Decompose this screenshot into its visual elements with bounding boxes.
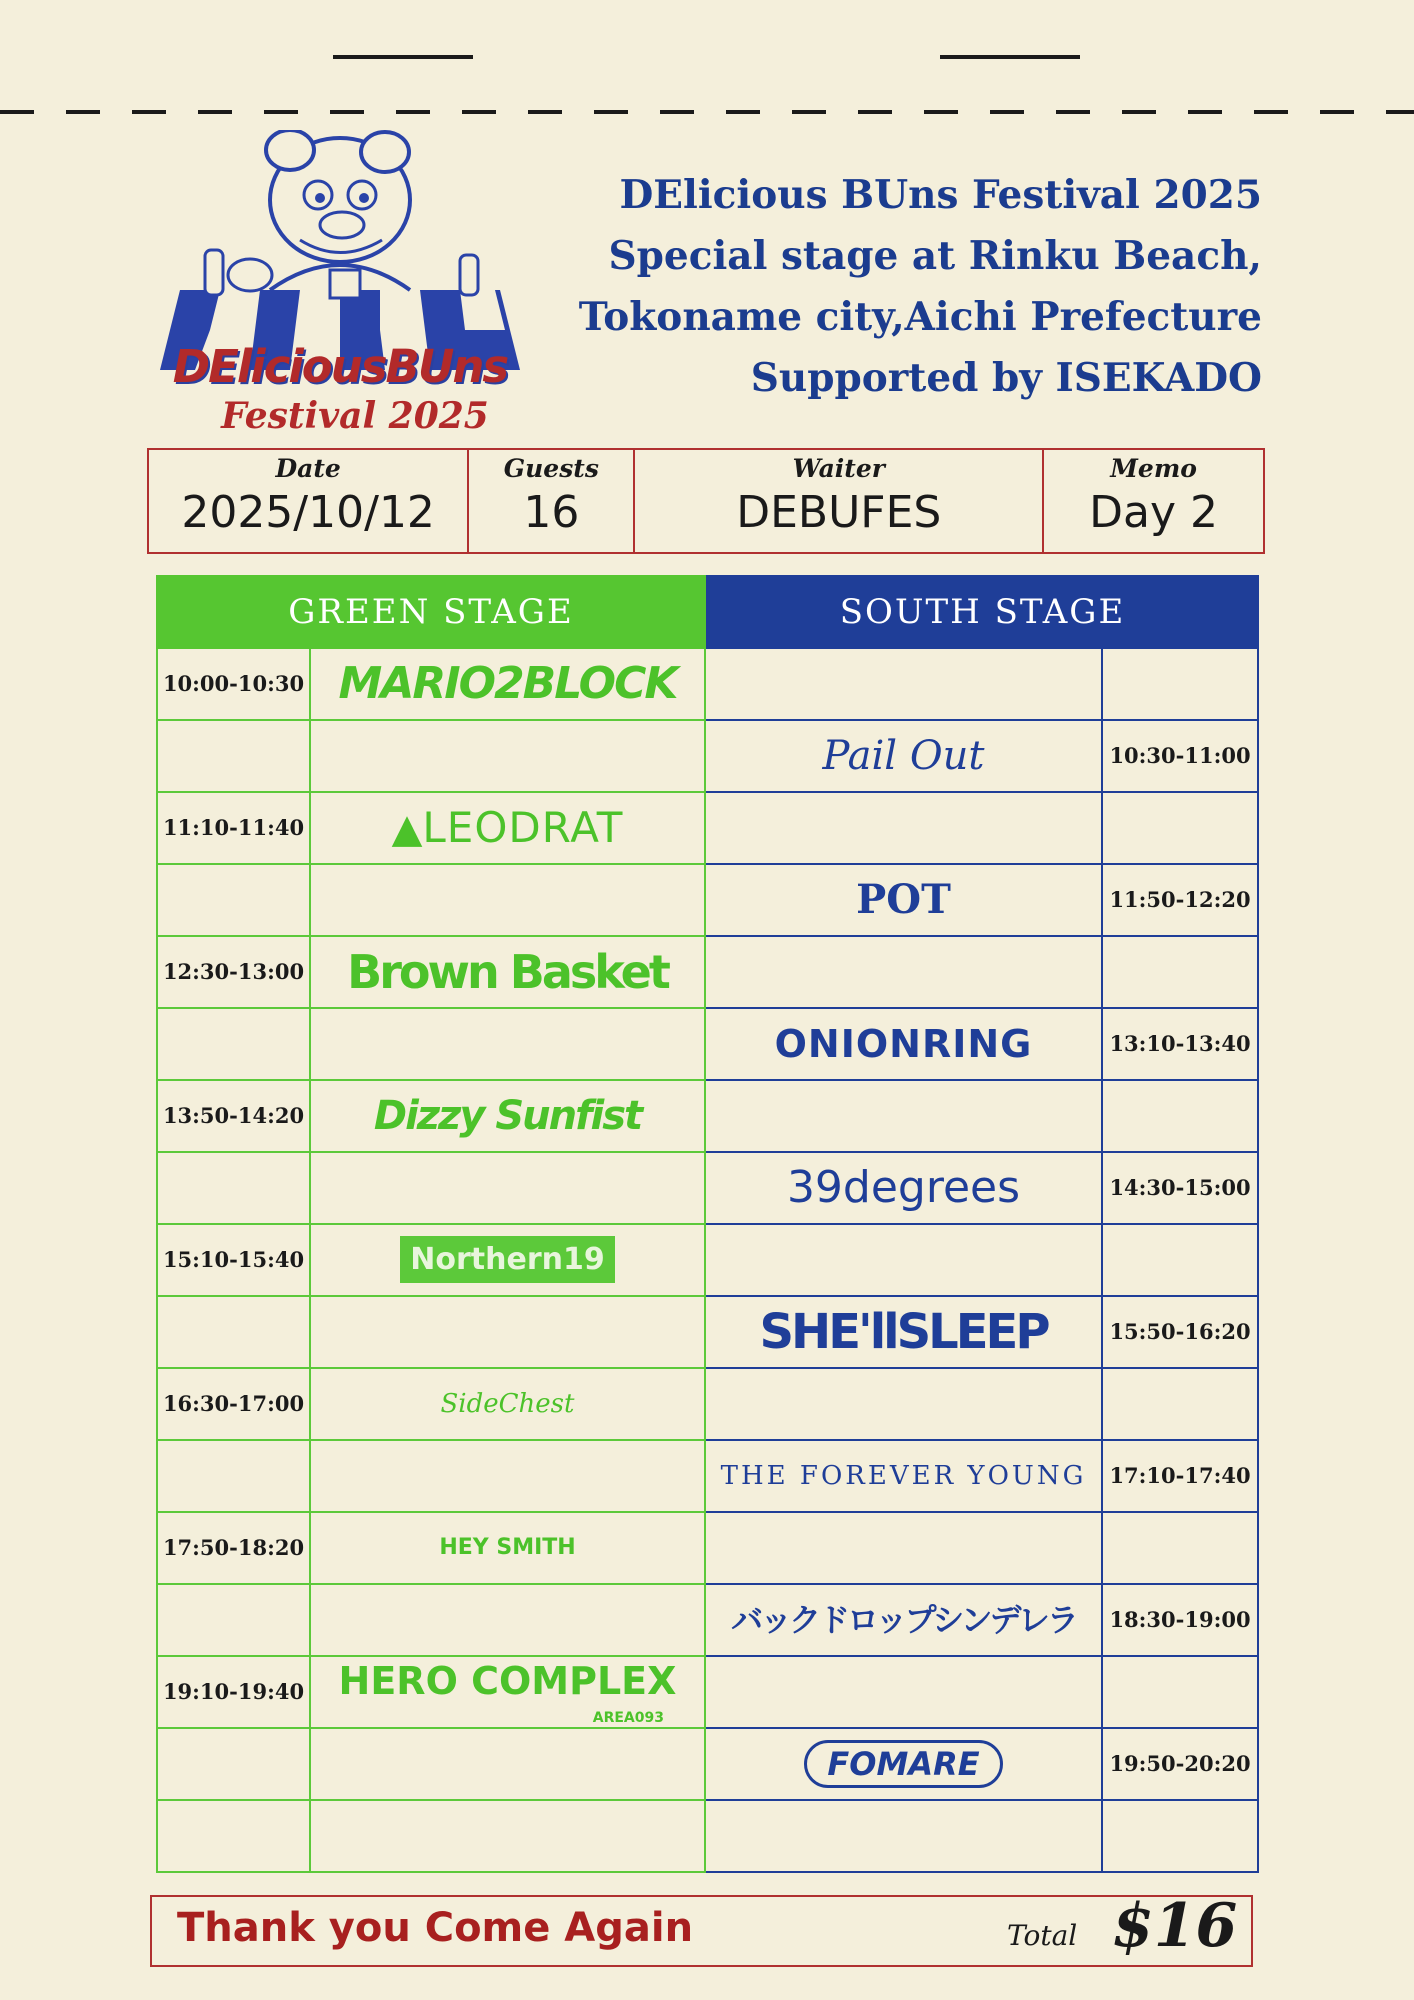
green-time: 17:50-18:20 [162,1535,305,1560]
perforation-line [0,110,1414,114]
green-band-cell [311,1369,706,1441]
south-band-cell [706,1657,1103,1729]
band-name: MARIO2BLOCK [338,658,677,709]
south-band-cell [706,649,1103,721]
band-name: Northern19 [400,1236,614,1283]
south-time-cell [1103,1657,1259,1729]
green-band-cell [311,1585,706,1657]
south-time: 17:10-17:40 [1109,1463,1251,1488]
south-time-cell [1103,1513,1259,1585]
south-band-cell [706,937,1103,1009]
south-band-cell [706,1369,1103,1441]
south-band-cell [706,1585,1103,1657]
band-name: SideChest [440,1389,575,1419]
green-time-cell [156,937,311,1009]
south-time-cell [1103,1009,1259,1081]
green-time: 13:50-14:20 [162,1103,305,1128]
band-name: Pail Out [822,733,985,779]
date-cell [149,450,469,552]
band-name: ONIONRING [774,1022,1033,1066]
south-time: 11:50-12:20 [1109,887,1251,912]
south-time: 19:50-20:20 [1109,1751,1251,1776]
south-band-cell [706,1801,1103,1873]
band-name: バックドロップシンデレラ [731,1601,1076,1639]
band-name: THE FOREVER YOUNG [720,1461,1087,1491]
green-band-cell [311,865,706,937]
waiter-value: DEBUFES [736,487,942,538]
green-band-cell [311,649,706,721]
green-time-cell [156,1585,311,1657]
south-time-cell [1103,1801,1259,1873]
event-venue: Special stage at Rinku Beach, [608,233,1262,279]
south-band-cell [706,1729,1103,1801]
total-label: Total [1007,1919,1078,1952]
logo-subtitle: Festival 2025 [221,395,489,437]
green-time: 19:10-19:40 [162,1679,305,1704]
green-time-cell [156,1369,311,1441]
south-time-cell [1103,1153,1259,1225]
green-band-cell [311,937,706,1009]
south-band-cell [706,1153,1103,1225]
green-time-cell [156,1657,311,1729]
green-band-cell [311,1153,706,1225]
date-value: 2025/10/12 [181,487,435,538]
green-time-cell [156,1297,311,1369]
south-time: 14:30-15:00 [1109,1175,1251,1200]
timetable-row [156,1009,1259,1081]
timetable-row [156,1801,1259,1873]
band-name: SHE'llSLEEP [759,1304,1048,1360]
green-time: 12:30-13:00 [162,959,305,984]
south-time-cell [1103,865,1259,937]
green-time-cell [156,1081,311,1153]
green-time-cell [156,1009,311,1081]
green-time-cell [156,1729,311,1801]
south-time-cell [1103,937,1259,1009]
green-band-cell [311,1081,706,1153]
green-band-cell [311,1729,706,1801]
band-name: 39degrees [786,1162,1021,1213]
tear-line-left [333,55,473,59]
south-time-cell [1103,721,1259,793]
green-time-cell [156,721,311,793]
event-location: Tokoname city,Aichi Prefecture [578,294,1262,340]
south-time: 10:30-11:00 [1109,743,1251,768]
green-band-cell [311,793,706,865]
south-band-cell [706,1441,1103,1513]
guests-value: 16 [523,487,580,538]
band-name: LEODRAT [422,803,624,852]
waiter-cell [635,450,1044,552]
south-time-cell [1103,1081,1259,1153]
green-time-cell [156,793,311,865]
timetable-row [156,793,1259,865]
south-band-cell [706,865,1103,937]
south-band-cell [706,1297,1103,1369]
green-stage-header: GREEN STAGE [156,575,706,649]
green-time: 11:10-11:40 [162,815,305,840]
order-info-table [147,448,1265,554]
waiter-label: Waiter [792,454,885,483]
tear-line-right [940,55,1080,59]
south-band-cell [706,721,1103,793]
festival-logo [150,130,530,450]
south-time: 15:50-16:20 [1109,1319,1251,1344]
timetable-row [156,1225,1259,1297]
timetable-row [156,1369,1259,1441]
band-name: POT [856,876,951,923]
south-time: 18:30-19:00 [1109,1607,1251,1632]
memo-label: Memo [1110,454,1197,483]
green-time-cell [156,1225,311,1297]
date-label: Date [275,454,341,483]
south-band-cell [706,793,1103,865]
logo-wordmark: DEliciousBUns [172,340,508,393]
south-time-cell [1103,649,1259,721]
memo-value: Day 2 [1089,487,1219,538]
memo-cell [1044,450,1263,552]
triangle-icon: ▲ [391,806,423,852]
guests-label: Guests [503,454,599,483]
guests-cell [469,450,635,552]
south-time-cell [1103,1729,1259,1801]
thanks-message: Thank you Come Again [177,1905,694,1951]
green-time-cell [156,1513,311,1585]
south-band-cell [706,1225,1103,1297]
green-band-cell [311,721,706,793]
south-time-cell [1103,1585,1259,1657]
south-time-cell [1103,1297,1259,1369]
south-time: 13:10-13:40 [1109,1031,1251,1056]
band-name-sub: AREA093 [592,1710,664,1726]
timetable-row [156,649,1259,721]
south-band-cell [706,1081,1103,1153]
timetable-row [156,865,1259,937]
green-time-cell [156,649,311,721]
green-time-cell [156,1801,311,1873]
timetable-row [156,1297,1259,1369]
band-name: Brown Basket [347,945,668,999]
timetable-row [156,1081,1259,1153]
timetable [156,575,1259,1873]
timetable-row [156,1441,1259,1513]
band-name: HERO COMPLEX [338,1659,677,1703]
south-time-cell [1103,1369,1259,1441]
green-time: 16:30-17:00 [162,1391,305,1416]
green-time-cell [156,1441,311,1513]
south-band-cell [706,1009,1103,1081]
receipt-footer [150,1891,1253,1967]
timetable-row [156,937,1259,1009]
south-stage-header: SOUTH STAGE [706,575,1259,649]
green-band-cell [311,1441,706,1513]
band-name: FOMARE [804,1740,1002,1788]
green-band-cell [311,1225,706,1297]
green-time-cell [156,865,311,937]
green-band-cell [311,1297,706,1369]
timetable-row [156,1657,1259,1729]
south-band-cell [706,1513,1103,1585]
south-time-cell [1103,1441,1259,1513]
timetable-row [156,1513,1259,1585]
timetable-row [156,1585,1259,1657]
event-sponsor: Supported by ISEKADO [750,355,1262,401]
green-time: 10:00-10:30 [162,671,305,696]
event-info [522,165,1262,409]
timetable-row [156,1153,1259,1225]
green-time: 15:10-15:40 [162,1247,305,1272]
total-value: $16 [1112,1891,1238,1961]
green-band-cell [311,1513,706,1585]
green-band-cell [311,1657,706,1729]
band-name: Dizzy Sunfist [373,1093,642,1139]
timetable-row [156,721,1259,793]
south-time-cell [1103,793,1259,865]
timetable-row [156,1729,1259,1801]
green-band-cell [311,1009,706,1081]
green-time-cell [156,1153,311,1225]
south-time-cell [1103,1225,1259,1297]
green-band-cell [311,1801,706,1873]
event-title: DElicious BUns Festival 2025 [619,172,1262,218]
band-name: HEY SMITH [439,1535,576,1560]
